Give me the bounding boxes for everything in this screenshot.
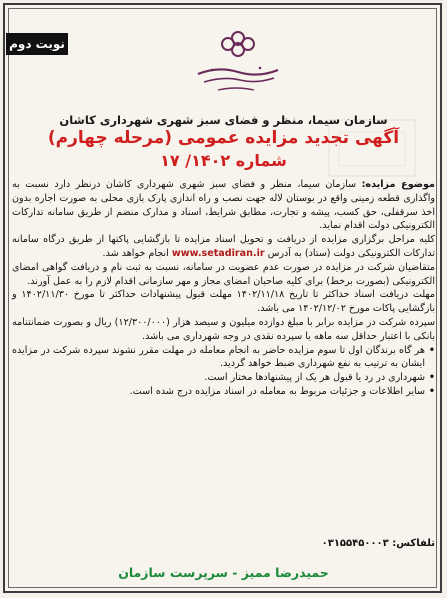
subject-text: سازمان سیما، منظر و فضای سبز شهری شهرداری کاشان درنظر دارد نسبت به واگذاری قطعه زمینی واقع در بوستان لاله جهت نصب و راه اندازی پارک بازی محلی به صورت اجاره بدون اخذ سرقفلی، حق کسب، پیشه و تجارت، مطابق شرایط، اسناد و مدارک منضم از طریق سامانه تدارکات الکترونیکی دولت اقدام نماید.	[12, 179, 435, 232]
organization-logo	[178, 22, 298, 112]
procedure-end: انجام خواهد شد.	[102, 247, 169, 259]
ad-number: شماره ۱۴۰۲/ ۱۷	[160, 151, 287, 170]
ad-body	[12, 178, 435, 399]
subject-paragraph	[12, 178, 435, 233]
ad-title: آگهی تجدید مزایده عمومی (مرحله چهارم)	[47, 128, 400, 148]
registration-paragraph: متقاضیان شرکت در مزایده در صورت عدم عضویت در سامانه، نسبت به ثبت نام و دریافت گواهی امضای الکترونیکی (بصورت برخط) برای کلیه صاحبان امضای مجاز و مهر سازمانی اقدام لازم را به عمل آورند.	[12, 261, 435, 287]
organization-name: سازمان سیما، منظر و فضای سبز شهری شهرداری کاشان	[59, 113, 388, 127]
publication-badge: نوبت دوم	[6, 33, 68, 55]
logo-emblem-icon	[178, 22, 298, 112]
condition-item: • هر گاه برندگان اول تا سوم مزایده حاضر به انجام معامله در مهلت مقرر نشوند سپرده شرکت در مزایده ایشان به ترتیب به نفع شهرداری ضبط خواهد گردید.	[12, 344, 435, 372]
conditions-list	[12, 344, 435, 399]
deadline-paragraph: مهلت دریافت اسناد حداکثر تا تاریخ ۱۴۰۲/۱۱/۱۸ مهلت قبول پیشنهادات حداکثر تا مورخ ۱۴۰۲/۱۱/۳۰ و بازگشایی پاکات مورخ ۱۴۰۲/۱۲/۰۲ می باشد.	[12, 289, 435, 315]
procedure-text: کلیه مراحل برگزاری مزایده از دریافت و تحویل اسناد مزایده تا بازگشایی پاکتها از طریق درگاه سامانه تدارکات الکترونیکی دولت (ستاد) به آدرس	[12, 234, 435, 259]
subject-label: موضوع مزایده:	[361, 179, 435, 190]
condition-item: • شهرداری در رد یا قبول هر یک از پیشنهادها مختار است.	[12, 371, 435, 385]
fax-label: تلفاکس:	[392, 538, 435, 549]
signatory: حمیدرضا ممیز - سرپرست سازمان	[118, 565, 329, 580]
condition-item: • سایر اطلاعات و جزئیات مربوط به معامله در اسناد مزایده درج شده است.	[12, 385, 435, 399]
contact-fax	[322, 538, 435, 549]
fax-number: ۰۳۱۵۵۴۵۰۰۰۳	[321, 538, 389, 549]
setad-link[interactable]: www.setadiran.ir	[171, 247, 265, 259]
deposit-paragraph: سپرده شرکت در مزایده برابر با مبلغ دوازده میلیون و سیصد هزار (۱۲/۳۰۰/۰۰۰) ریال و بصورت ضمانتنامه بانکی با اعتبار حداقل سه ماهه یا سپرده نقدی در وجه شهرداری می باشد.	[12, 316, 435, 342]
procedure-paragraph	[12, 233, 435, 261]
